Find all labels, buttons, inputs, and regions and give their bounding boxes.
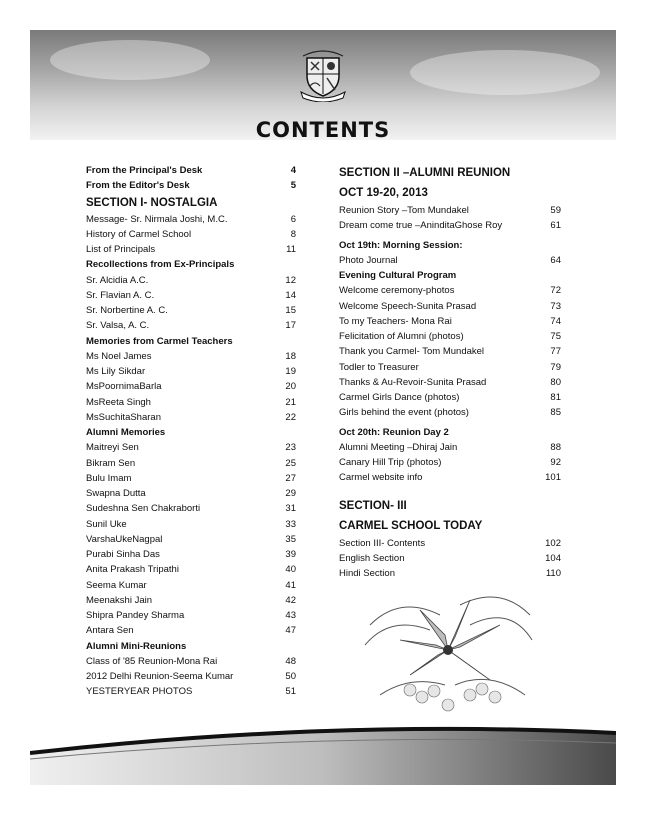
- toc-entry-page: 74: [550, 315, 561, 327]
- toc-entry-label: Carmel website info: [339, 472, 423, 484]
- toc-entry: [86, 318, 296, 333]
- toc-entry: [339, 344, 561, 359]
- toc-entry-page: 20: [285, 381, 296, 393]
- toc-entry-label: Sr. Norbertine A. C.: [86, 305, 168, 316]
- subsection-heading: Recollections from Ex-Principals: [86, 259, 235, 271]
- toc-entry-page: 33: [285, 518, 296, 530]
- toc-entry: [339, 440, 561, 455]
- toc-entry: [86, 456, 296, 471]
- toc-entry: [339, 455, 561, 470]
- toc-entry-page: 59: [550, 205, 561, 216]
- toc-entry-label: Hindi Section: [339, 568, 395, 579]
- toc-entry: [86, 623, 296, 638]
- toc-entry: [86, 379, 296, 394]
- school-crest-icon: [297, 46, 349, 102]
- toc-entry: [86, 501, 296, 516]
- toc-entry-label: Alumni Meeting –Dhiraj Jain: [339, 441, 458, 453]
- toc-entry-page: 42: [285, 594, 296, 606]
- toc-entry-page: 12: [285, 274, 296, 286]
- toc-entry: [86, 395, 296, 410]
- toc-entry-label: List of Principals: [86, 244, 156, 255]
- toc-entry-label: Sudeshna Sen Chakraborti: [86, 503, 201, 515]
- toc-entry-page: 39: [285, 549, 296, 560]
- toc-entry: [339, 314, 561, 329]
- toc-entry: [86, 684, 296, 699]
- toc-entry-page: 18: [285, 350, 296, 362]
- page-title: CONTENTS: [255, 118, 391, 142]
- toc-entry-page: 79: [550, 361, 561, 373]
- toc-entry-label: Shipra Pandey Sharma: [86, 610, 185, 621]
- toc-entry: [86, 349, 296, 364]
- toc-entry: [86, 273, 296, 288]
- subsection-heading: Evening Cultural Program: [339, 270, 457, 281]
- toc-entry-label: Ms Noel James: [86, 350, 152, 362]
- toc-entry-label: MsReeta Singh: [86, 396, 151, 408]
- section-heading: SECTION I- NOSTALGIA: [86, 196, 218, 209]
- toc-entry-label: Carmel Girls Dance (photos): [339, 392, 460, 403]
- spacer: [339, 486, 561, 496]
- toc-entry-label: Girls behind the event (photos): [339, 407, 469, 419]
- flower-illustration: [360, 585, 535, 720]
- section-heading: OCT 19-20, 2013: [339, 187, 428, 199]
- toc-entry-page: 102: [545, 537, 561, 549]
- toc-entry-page: 35: [285, 533, 296, 545]
- toc-entry-label: Section III- Contents: [339, 537, 426, 549]
- toc-entry-page: 104: [545, 552, 561, 564]
- toc-entry-page: 29: [285, 488, 296, 499]
- toc-entry-page: 73: [550, 300, 561, 312]
- footer-swoosh: [30, 725, 616, 785]
- toc-entry: [86, 212, 296, 227]
- toc-entry: [86, 578, 296, 593]
- toc-entry: [339, 375, 561, 390]
- contents-column-left: [86, 163, 296, 700]
- toc-entry-page: 85: [550, 407, 561, 419]
- subsection-heading: Alumni Mini-Reunions: [86, 640, 187, 652]
- toc-entry: [339, 390, 561, 405]
- toc-entry-label: Bikram Sen: [86, 457, 136, 469]
- toc-entry-page: 64: [550, 254, 561, 266]
- toc-entry-page: 80: [550, 376, 561, 388]
- toc-entry-page: 21: [285, 396, 296, 408]
- toc-entry-page: 43: [285, 610, 296, 621]
- toc-entry-label: Welcome Speech-Sunita Prasad: [339, 300, 477, 312]
- toc-entry-label: Felicitation of Alumni (photos): [339, 331, 464, 342]
- toc-entry: [86, 654, 296, 669]
- toc-entry-page: 31: [285, 503, 296, 515]
- cloud-shape: [410, 50, 600, 95]
- toc-entry-page: 41: [285, 579, 296, 591]
- toc-entry: [339, 218, 561, 233]
- toc-entry-page: 40: [285, 564, 296, 576]
- toc-entry-page: 19: [285, 366, 296, 377]
- toc-entry-label: Thank you Carmel- Tom Mundakel: [339, 346, 485, 358]
- toc-entry-label: Seema Kumar: [86, 579, 147, 591]
- toc-entry-page: 6: [290, 213, 296, 225]
- toc-entry-label: 2012 Delhi Reunion-Seema Kumar: [86, 671, 234, 682]
- toc-entry-page: 27: [285, 472, 296, 484]
- cloud-shape: [50, 40, 210, 80]
- toc-entry-label: Ms Lily Sikdar: [86, 366, 146, 377]
- toc-entry: [86, 593, 296, 608]
- toc-entry-label: To my Teachers- Mona Rai: [339, 315, 452, 327]
- toc-entry-page: 72: [550, 285, 561, 297]
- toc-entry-page: 61: [550, 220, 561, 232]
- toc-entry-label: MsPoornimaBarla: [86, 381, 162, 393]
- toc-entry: [86, 227, 296, 242]
- section-heading: SECTION- III: [339, 499, 407, 512]
- toc-entry-label: Anita Prakash Tripathi: [86, 564, 179, 576]
- toc-entry-page: 17: [285, 320, 296, 332]
- toc-entry-label: Thanks & Au-Revoir-Sunita Prasad: [339, 376, 487, 388]
- toc-entry-label: From the Editor's Desk: [86, 180, 190, 192]
- section-heading: SECTION II –ALUMNI REUNION: [339, 167, 511, 179]
- toc-entry: [86, 486, 296, 501]
- toc-entry-label: Bulu Imam: [86, 472, 132, 484]
- toc-entry: [339, 203, 561, 218]
- toc-entry-label: Message- Sr. Nirmala Joshi, M.C.: [86, 213, 228, 225]
- subsection-heading: Alumni Memories: [86, 427, 166, 438]
- contents-column-right: [339, 163, 561, 581]
- toc-entry-page: 75: [550, 331, 561, 342]
- toc-entry: [86, 669, 296, 684]
- subsection-heading: Memories from Carmel Teachers: [86, 335, 233, 347]
- toc-entry-label: Sr. Flavian A. C.: [86, 289, 155, 301]
- toc-entry: [86, 288, 296, 303]
- subsection-heading: Oct 19th: Morning Session:: [339, 239, 463, 251]
- toc-entry-label: Sr. Alcidia A.C.: [86, 274, 149, 286]
- toc-entry-label: From the Principal's Desk: [86, 165, 203, 176]
- toc-entry-label: MsSuchitaSharan: [86, 411, 161, 423]
- toc-entry-label: Purabi Sinha Das: [86, 549, 160, 560]
- toc-entry-page: 23: [285, 442, 296, 454]
- toc-entry: [339, 470, 561, 485]
- toc-entry-label: English Section: [339, 552, 405, 564]
- toc-entry-page: 15: [285, 305, 296, 316]
- toc-entry-page: 14: [285, 289, 296, 301]
- toc-entry: [86, 562, 296, 577]
- toc-entry: [86, 303, 296, 318]
- toc-entry: [86, 242, 296, 257]
- toc-entry-label: Swapna Dutta: [86, 488, 146, 499]
- toc-entry: [339, 283, 561, 298]
- toc-entry-page: 50: [285, 671, 296, 682]
- section-heading: CARMEL SCHOOL TODAY: [339, 519, 483, 532]
- toc-entry: [86, 178, 296, 193]
- toc-entry: [339, 536, 561, 551]
- toc-entry: [86, 163, 296, 178]
- toc-entry-label: VarshaUkeNagpal: [86, 533, 163, 545]
- toc-entry: [339, 405, 561, 420]
- toc-entry-label: Reunion Story –Tom Mundakel: [339, 205, 469, 216]
- subsection-heading: Oct 20th: Reunion Day 2: [339, 426, 449, 438]
- toc-entry: [86, 364, 296, 379]
- toc-entry-label: Maitreyi Sen: [86, 442, 139, 454]
- toc-entry-page: 110: [545, 568, 561, 579]
- toc-entry-page: 88: [550, 441, 561, 453]
- toc-entry-label: Dream come true –AninditaGhose Roy: [339, 220, 503, 232]
- toc-entry: [339, 551, 561, 566]
- toc-entry-page: 5: [290, 180, 296, 192]
- toc-entry-page: 22: [285, 411, 296, 423]
- toc-entry-label: Sunil Uke: [86, 518, 127, 530]
- toc-entry-label: Canary Hill Trip (photos): [339, 457, 442, 468]
- toc-entry-label: Class of '85 Reunion-Mona Rai: [86, 655, 218, 667]
- toc-entry: [86, 547, 296, 562]
- toc-entry-label: Sr. Valsa, A. C.: [86, 320, 150, 332]
- toc-entry-page: 25: [285, 457, 296, 469]
- toc-entry-page: 77: [550, 346, 561, 358]
- toc-entry-page: 101: [545, 472, 561, 484]
- toc-entry-page: 48: [285, 655, 296, 667]
- toc-entry-label: YESTERYEAR PHOTOS: [86, 686, 193, 698]
- toc-entry: [339, 299, 561, 314]
- toc-entry-label: Photo Journal: [339, 254, 398, 266]
- toc-entry-label: History of Carmel School: [86, 228, 192, 240]
- toc-entry: [86, 471, 296, 486]
- toc-entry: [339, 329, 561, 344]
- toc-entry: [339, 566, 561, 581]
- toc-entry-label: Welcome ceremony-photos: [339, 285, 455, 297]
- toc-entry-page: 81: [550, 392, 561, 403]
- toc-entry: [86, 410, 296, 425]
- toc-entry-page: 11: [286, 244, 296, 255]
- toc-entry-label: Antara Sen: [86, 625, 134, 637]
- toc-entry: [86, 608, 296, 623]
- toc-entry: [86, 517, 296, 532]
- toc-entry: [86, 440, 296, 455]
- toc-entry: [339, 253, 561, 268]
- toc-entry-page: 51: [285, 686, 296, 698]
- toc-entry-page: 8: [290, 228, 296, 240]
- toc-entry-page: 47: [285, 625, 296, 637]
- toc-entry: [339, 360, 561, 375]
- toc-entry-page: 92: [550, 457, 561, 468]
- toc-entry: [86, 532, 296, 547]
- toc-entry-label: Meenakshi Jain: [86, 594, 153, 606]
- toc-entry-label: Todler to Treasurer: [339, 361, 419, 373]
- toc-entry-page: 4: [290, 165, 296, 176]
